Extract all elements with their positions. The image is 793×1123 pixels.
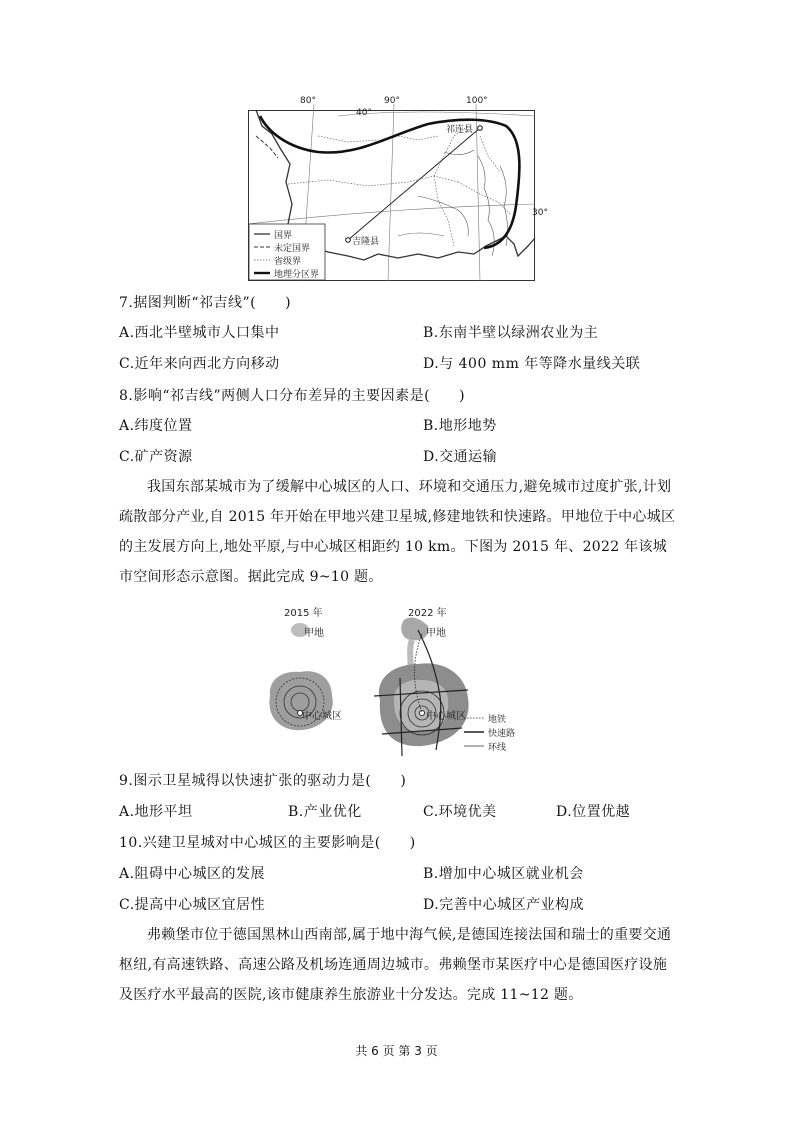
place-label-jilong: 吉隆县 xyxy=(352,237,380,247)
lat-label: 40° xyxy=(356,108,372,118)
page-footer: 共 6 页 第 3 页 xyxy=(355,1044,438,1058)
option-a: A.纬度位置 xyxy=(119,418,193,434)
legend-item: 未定国界 xyxy=(274,244,311,254)
legend-item: 国界 xyxy=(274,231,293,241)
question-9-stem: 9.图示卫星城得以快速扩张的驱动力是( ) xyxy=(119,773,407,789)
site-label: 甲地 xyxy=(304,628,324,639)
question-7-stem: 7.据图判断“祁吉线”( ) xyxy=(119,295,292,311)
year-label-2015: 2015 年 xyxy=(284,608,323,619)
center-label: 中心城区 xyxy=(426,711,466,722)
legend-item: 快速路 xyxy=(488,729,516,739)
qilian-jilong-line-map xyxy=(248,96,550,282)
option-b: B.产业优化 xyxy=(288,804,362,820)
option-a: A.地形平坦 xyxy=(119,804,193,820)
question-8-stem: 8.影响“祁吉线”两侧人口分布差异的主要因素是( ) xyxy=(119,388,466,404)
city-spatial-form-map xyxy=(262,600,540,760)
option-b: B.增加中心城区就业机会 xyxy=(423,866,584,882)
passage-text: 我国东部某城市为了缓解中心城区的人口、环境和交通压力,避免城市过度扩张,计划疏散部分产业,自 2015 年开始在甲地兴建卫星城,修建地铁和快速路。甲地位于中心城区的主发展方向上,地处平原,与中心城区相距约 10 km。下图为 2015 年、2022 年该城市空间形态示意图。据此完成 9~10 题。 xyxy=(119,479,676,585)
option-c: C.矿产资源 xyxy=(119,449,193,465)
option-d: D.交通运输 xyxy=(423,449,498,465)
legend-item: 地理分区界 xyxy=(274,270,320,280)
option-d: D.位置优越 xyxy=(556,804,631,820)
lat-label: 30° xyxy=(532,208,548,218)
legend-item: 地铁 xyxy=(488,715,507,725)
lon-label: 100° xyxy=(466,96,488,106)
lon-label: 90° xyxy=(384,96,400,106)
center-label: 中心城区 xyxy=(302,711,342,722)
option-c: C.提高中心城区宜居性 xyxy=(119,897,266,913)
place-label-qilian: 祁连县 xyxy=(446,125,474,135)
legend-item: 环线 xyxy=(488,743,507,753)
option-c: C.近年来向西北方向移动 xyxy=(119,356,280,372)
option-d: D.与 400 mm 年等降水量线关联 xyxy=(423,356,641,372)
reading-passage-freiburg xyxy=(119,920,679,1010)
option-b: B.地形地势 xyxy=(423,418,497,434)
option-c: C.环境优美 xyxy=(423,804,497,820)
option-a: A.西北半壁城市人口集中 xyxy=(119,325,280,341)
reading-passage-satellite-city xyxy=(119,472,679,592)
option-a: A.阻碍中心城区的发展 xyxy=(119,866,266,882)
option-b: B.东南半壁以绿洲农业为主 xyxy=(423,325,599,341)
question-10-stem: 10.兴建卫星城对中心城区的主要影响是( ) xyxy=(119,835,416,851)
option-d: D.完善中心城区产业构成 xyxy=(423,897,585,913)
lon-label: 80° xyxy=(300,96,316,106)
year-label-2022: 2022 年 xyxy=(408,608,447,619)
legend-item: 省级界 xyxy=(274,257,302,267)
passage-text: 弗赖堡市位于德国黑林山西南部,属于地中海气候,是德国连接法国和瑞士的重要交通枢纽,有高速铁路、高速公路及机场连通周边城市。弗赖堡市某医疗中心是德国医疗设施及医疗水平最高的医院,该市健康养生旅游业十分发达。完成 11~12 题。 xyxy=(119,927,672,1003)
site-label: 甲地 xyxy=(426,628,446,639)
